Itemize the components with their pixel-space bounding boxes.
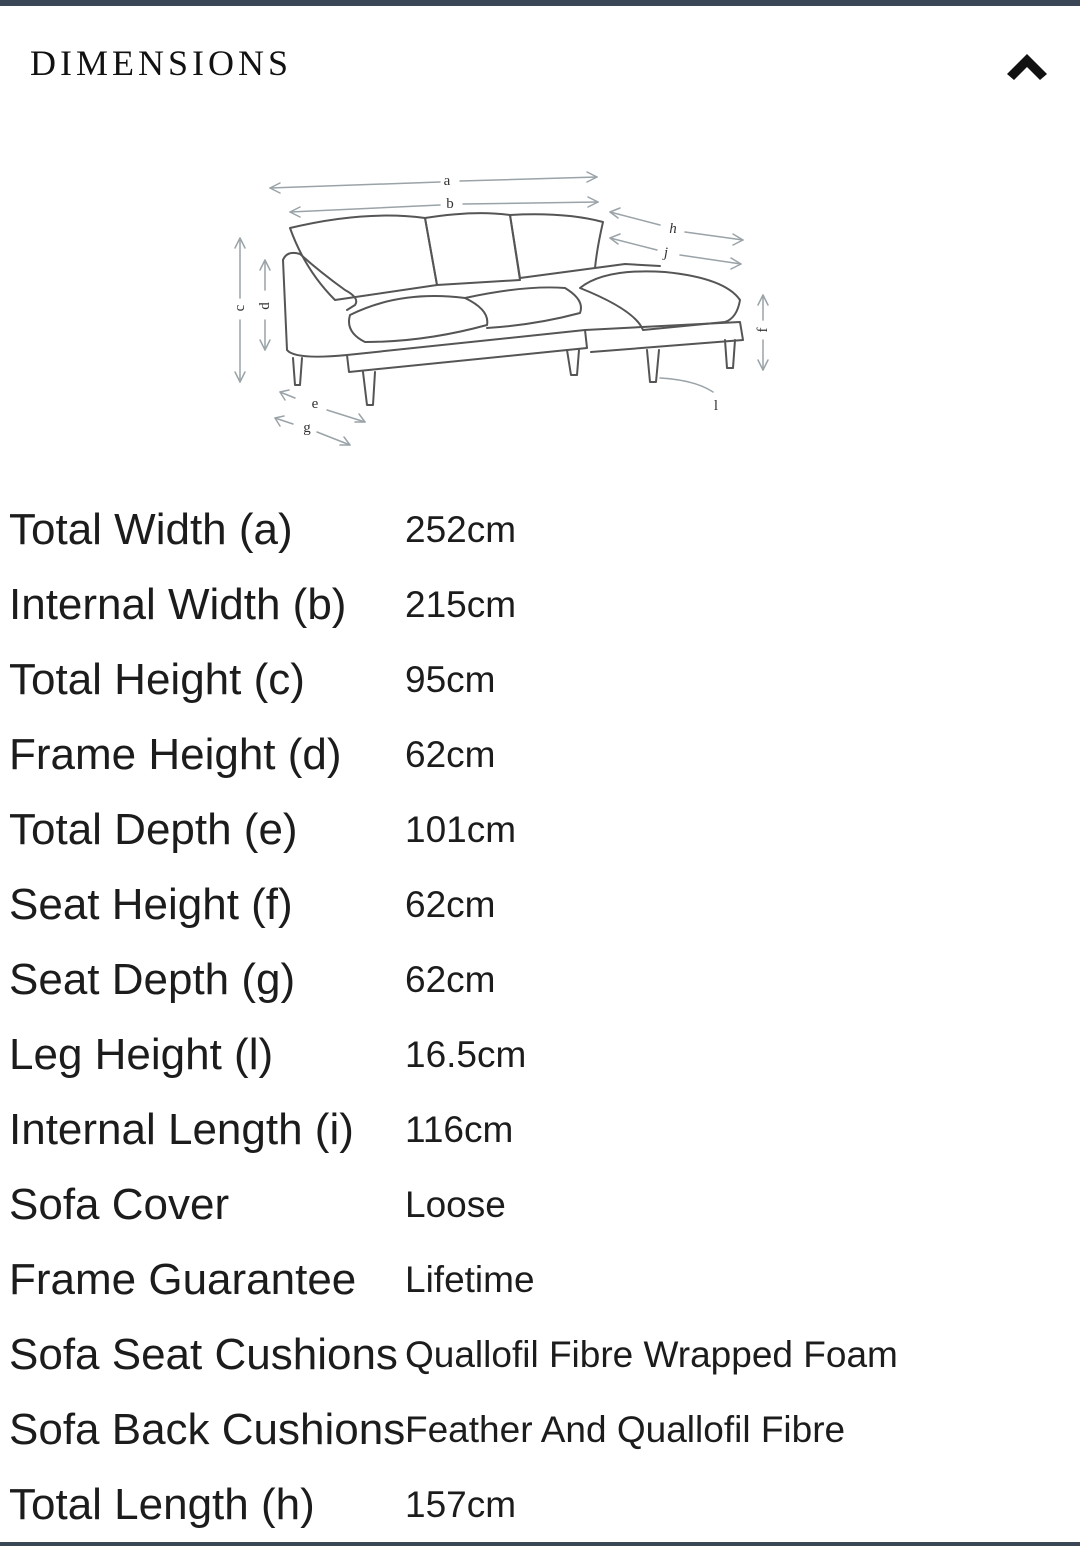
spec-label: Sofa Cover <box>9 1180 230 1229</box>
spec-value: 252cm <box>405 509 517 550</box>
spec-label: Total Width (a) <box>9 505 293 554</box>
spec-value: 157cm <box>405 1484 517 1525</box>
spec-row <box>0 795 1080 870</box>
spec-label: Internal Width (b) <box>9 580 347 629</box>
dimensions-accordion-header[interactable] <box>0 6 1080 116</box>
sofa-dimension-diagram <box>225 160 785 460</box>
spec-row <box>0 1245 1080 1320</box>
spec-label: Frame Guarantee <box>9 1255 357 1304</box>
diagram-label-j: j <box>663 245 669 261</box>
spec-row <box>0 1320 1080 1395</box>
diagram-label-l: l <box>713 398 719 414</box>
diagram-label-g: g <box>303 420 311 436</box>
spec-value: Loose <box>405 1184 506 1225</box>
diagram-label-d: d <box>257 302 273 310</box>
spec-label: Sofa Back Cushions <box>9 1405 406 1454</box>
spec-label: Internal Length (i) <box>9 1105 354 1154</box>
spec-row <box>0 1170 1080 1245</box>
spec-value: Quallofil Fibre Wrapped Foam <box>405 1334 898 1375</box>
spec-row <box>0 1395 1080 1470</box>
spec-label: Seat Depth (g) <box>9 955 296 1004</box>
spec-label: Seat Height (f) <box>9 880 293 929</box>
spec-label: Leg Height (l) <box>9 1030 274 1079</box>
spec-value: 95cm <box>405 659 496 700</box>
spec-row <box>0 1020 1080 1095</box>
spec-value: Feather And Quallofil Fibre <box>405 1409 846 1450</box>
spec-value: 101cm <box>405 809 517 850</box>
diagram-label-f: f <box>755 327 771 333</box>
spec-row <box>0 945 1080 1020</box>
spec-label: Total Length (h) <box>9 1480 315 1529</box>
sofa-diagram-svg <box>225 160 785 460</box>
spec-row <box>0 1470 1080 1545</box>
bottom-divider <box>0 1542 1080 1546</box>
diagram-label-e: e <box>311 396 319 412</box>
spec-label: Frame Height (d) <box>9 730 342 779</box>
collapse-button[interactable] <box>1002 44 1052 84</box>
dimensions-table <box>0 495 1080 1545</box>
spec-row <box>0 570 1080 645</box>
diagram-label-a: a <box>443 173 451 189</box>
spec-value: Lifetime <box>405 1259 535 1300</box>
diagram-label-b: b <box>446 196 454 212</box>
spec-value: 62cm <box>405 734 496 775</box>
diagram-label-h: h <box>669 221 677 237</box>
chevron-up-icon <box>1002 44 1052 84</box>
spec-label: Sofa Seat Cushions <box>9 1330 398 1379</box>
spec-value: 62cm <box>405 884 496 925</box>
spec-value: 215cm <box>405 584 517 625</box>
section-title: DIMENSIONS <box>30 43 293 83</box>
spec-row <box>0 495 1080 570</box>
spec-row <box>0 1095 1080 1170</box>
diagram-label-c: c <box>232 304 248 312</box>
spec-row <box>0 645 1080 720</box>
spec-label: Total Height (c) <box>9 655 305 704</box>
spec-value: 116cm <box>405 1109 514 1150</box>
spec-value: 16.5cm <box>405 1034 527 1075</box>
spec-row <box>0 870 1080 945</box>
spec-label: Total Depth (e) <box>9 805 298 854</box>
spec-value: 62cm <box>405 959 496 1000</box>
spec-row <box>0 720 1080 795</box>
